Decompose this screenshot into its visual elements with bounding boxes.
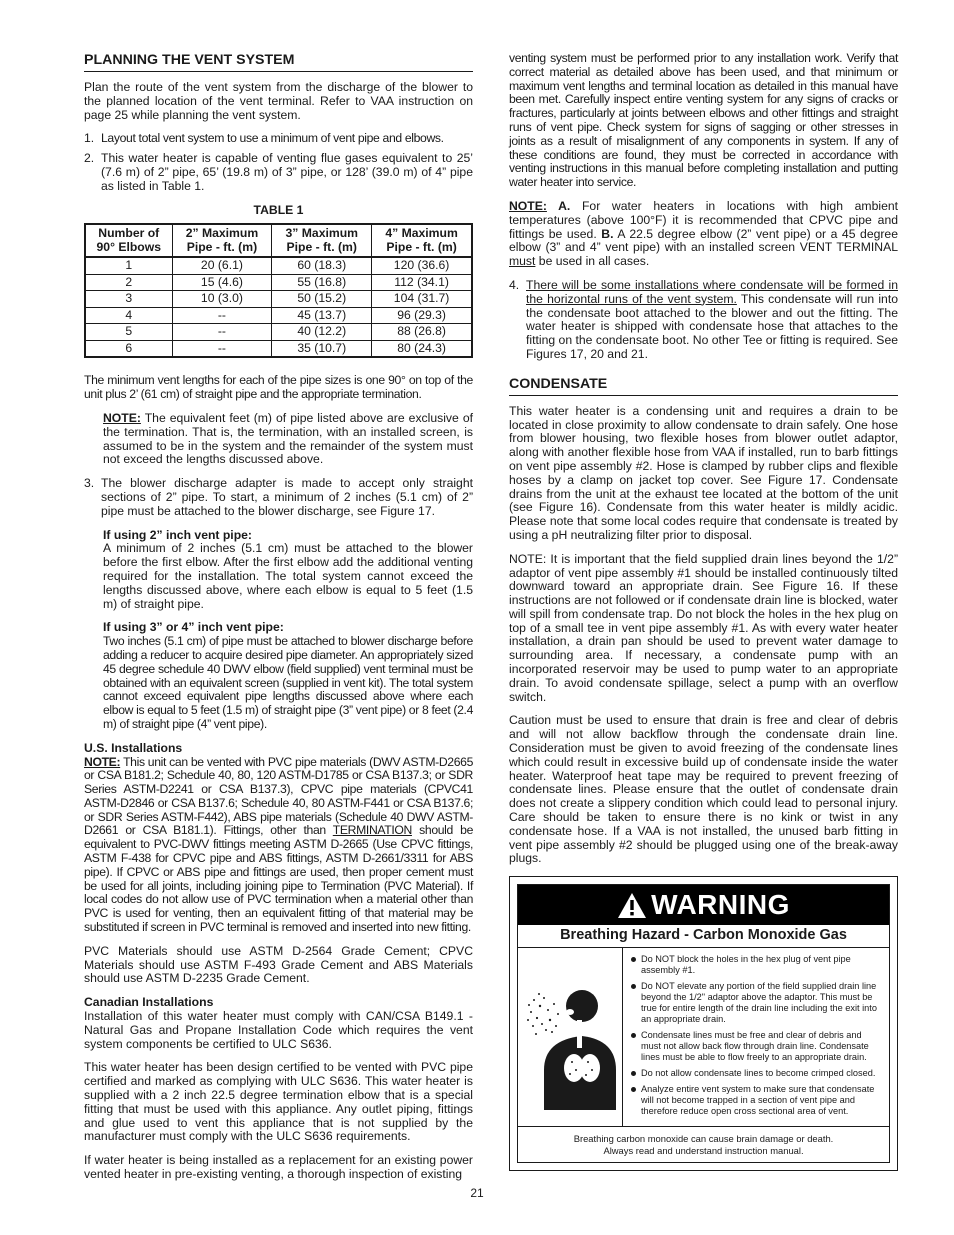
us-installations-text: NOTE: This unit can be vented with PVC pipe materials (DWV ASTM-D2665 or CSA B181.2; Schedule 40, 80, 120 ASTM-D1785 or CSA B137.3; or SDR Series ASTM-D2241 or CSA B137.3), CPVC pipe materials (CPVC41 ASTM-D2846 or CSA B137.6; Schedule 40, 80 ASTM-F441 or CSA B137.6; or SDR Series ASTM-F442), ABS pipe materials (Schedule 40 DWV ASTM-D2661 or CSA B181.1). Fittings, other than TERMINATION should be equivalent to PVC-DWV fittings meeting ASTM D-2665 (Use CPVC fittings, ASTM F-438 for CPVC pipe and ABS fittings, ASTM D-2661/3311 for ABS pipe). If CPVC or ABS pipe and fittings are used, then proper cement must be used for all joints, including joining pipe to Termination (PVC Material). If local codes do not allow use of PVC termination when a material other than PVC is used for venting, then an equivalent fitting of that material may be substituted if screen in PVC terminal is removed and inserted into new fitting. [84, 754, 474, 935]
condensate-p2: NOTE: It is important that the field supplied drain lines beyond the 1/2” adaptor of vent pipe assembly #1 should be installed continuously tilted downward toward an appropriate drain. See Figure 16. If these instructions are not followed or if condensate drain line is blocked, water will spill from condensate trap. Do not block the holes in the hex plug on top of a small tee in vent pipe assembly #1. As with every water heater installation, a drain pan should be used to prevent water damage to surrounding area. If necessary, a condensate pump with an incorporated reservoir may be used to pump water to an appropriate drain. To avoid condensate spillage, select a pump with an overflow switch. [509, 551, 898, 704]
warning-item: Do not allow condensate lines to become crimped closed. [629, 1068, 883, 1079]
table-row [85, 340, 472, 357]
table-cell: -- [172, 340, 272, 357]
warning-inner [517, 884, 890, 1163]
warning-footer [518, 1127, 889, 1162]
warning-body [518, 948, 889, 1127]
right-column [509, 52, 898, 1171]
heading-condensate: CONDENSATE [509, 376, 898, 396]
header-4in: 4” Maximum Pipe - ft. (m) [372, 224, 472, 257]
step-1: 1. Layout total vent system to use a minimum of vent pipe and elbows. [84, 131, 444, 146]
table-row [85, 291, 472, 308]
table-cell: 104 (31.7) [372, 291, 472, 308]
table-cell: 10 (3.0) [172, 291, 272, 308]
warning-figure [518, 948, 623, 1126]
table-cell: 4 [85, 307, 172, 324]
us-installations-heading: U.S. Installations [84, 740, 183, 755]
planning-steps-continued [84, 477, 473, 518]
warning-subtitle: Breathing Hazard - Carbon Monoxide Gas [518, 925, 889, 948]
min-vent-text: The minimum vent lengths for each of the pipe sizes is one 90° on top of the unit plus 2’ (61 cm) of straight pipe and the appropriate termination. [84, 373, 473, 402]
table-row [85, 257, 472, 274]
person-breathing-gas-icon [522, 960, 618, 1114]
if-2in-text: A minimum of 2 inches (5.1 cm) must be attached to the blower before the first elbow. After the first elbow add the additional venting required for the installation. The total system cannot exceed the lengths discussed above, where each elbow is equal to 5 feet (1.5 m) of straight pipe. [103, 541, 473, 611]
planning-steps-right [509, 279, 898, 362]
table-row [85, 324, 472, 341]
canadian-installations-text: Installation of this water heater must comply with CAN/CSA B149.1 - Natural Gas and Propane Installation Code which requires the vent system components be certified to ULC S636. [84, 1009, 473, 1051]
warning-triangle-icon [617, 892, 647, 919]
table-cell: 5 [85, 324, 172, 341]
table-cell: 40 (12.2) [272, 324, 372, 341]
warning-box [509, 876, 898, 1171]
pvc-cement-text: PVC Materials should use ASTM D-2564 Grade Cement; CPVC Materials should use ASTM F-493 Grade Cement and ABS Materials should use ASTM D-2235 Grade Cement. [84, 943, 473, 986]
table-cell: 88 (26.8) [372, 324, 472, 341]
planning-intro: Plan the route of the vent system from the discharge of the blower to the planned location of the vent terminal. Refer to VAA instruction on page 25 while planning the vent system. [84, 80, 473, 122]
warning-item: Do NOT elevate any portion of the field supplied drain line beyond the 1/2" adaptor above the adaptor. This must be true for entire length of the drain line including the exit into an appropriate drain. [629, 981, 883, 1025]
table-cell: 60 (18.3) [272, 257, 372, 274]
table-cell: 50 (15.2) [272, 291, 372, 308]
warning-item: Do NOT block the holes in the hex plug of vent pipe assembly #1. [629, 954, 883, 976]
condensate-p3: Caution must be used to ensure that drain is free and clear of debris and will not allow backflow through the condensate drain line. Consideration must be given to avoid freezing of the condensate lines which could result in excessive build up of condensate inside the water heater. Waterproof heat tape may be required to prevent freezing of condensate lines. Please ensure that the outlet of condensate drain does not create a slippery condition which could lead to personal injury. Care should be taken to ensure there is no kink or twist in any condensate hose. If a VAA is not installed, the unused barb fitting in vent pipe assembly #2 should be plugged using one of the break-away plugs. [509, 713, 898, 866]
left-column [84, 52, 473, 1192]
header-3in: 3” Maximum Pipe - ft. (m) [272, 224, 372, 257]
table-cell: 1 [85, 257, 172, 274]
table-cell: 2 [85, 274, 172, 291]
table-cell: 45 (13.7) [272, 307, 372, 324]
step-2: 2. This water heater is capable of venting flue gases equivalent to 25’ (7.6 m) of 2” pipe, 65’ (19.8 m) of 3” pipe, or 128’ (39.0 m) of 4” pipe as listed in Table 1. [84, 151, 473, 193]
venting-inspection-text: venting system must be performed prior to any installation work. Verify that correct material as detailed above has been used, and that minimum or maximum vent lengths and terminal location as detailed in this manual have been met. Carefully inspect entire venting system for any signs of cracks or fractures, particularly at joints between elbows and other fittings and straight runs of vent pipe. Check system for signs of sagging or other stresses in joints as a result of misalignment of any components in system. If any of these conditions are found, they must be corrected in accordance with venting instructions in this manual before completing installation and putting water heater into service. [509, 51, 898, 190]
table-cell: 96 (29.3) [372, 307, 472, 324]
planning-steps [84, 132, 473, 193]
canadian-cert-text: This water heater has been design certified to be vented with PVC pipe certified and marked as complying with ULC S636. This water heater is supplied with a 2 inch 22.5 degree termination elbow that is a special fitting that must be used with this appliance. Any outlet piping, fittings and glue used to vent this appliance that is not supplied by the manufacturer must comply with the ULC S636 requirements. [84, 1060, 473, 1144]
table-cell: 112 (34.1) [372, 274, 472, 291]
heading-planning-vent-system: PLANNING THE VENT SYSTEM [84, 52, 473, 72]
note-equivalent-feet: NOTE: The equivalent feet (m) of pipe listed above are exclusive of the termination. That is, the termination, with an installed screen, is assumed to be in the system and the remainder of the system must not exceed the lengths discussed above. [103, 410, 473, 467]
warning-footer-line1: Breathing carbon monoxide can cause brain damage or death. [573, 1133, 834, 1145]
table-header-row [85, 224, 472, 257]
table-cell: -- [172, 307, 272, 324]
table-cell: 6 [85, 340, 172, 357]
canadian-installations-heading: Canadian Installations [84, 995, 214, 1010]
warning-footer-line2: Always read and understand instruction manual. [603, 1144, 804, 1156]
table-cell: 55 (16.8) [272, 274, 372, 291]
table-cell: -- [172, 324, 272, 341]
warning-header [518, 885, 889, 925]
warning-item: Analyze entire vent system to make sure that condensate will not become trapped in a section of vent pipe and therefore reduce open cross sectional area of vent. [629, 1084, 883, 1117]
table-cell: 120 (36.6) [372, 257, 472, 274]
step-4: 4. There will be some installations where condensate will be formed in the horizontal runs of the vent system. This condensate will run into the condensate boot attached to the blower and out the fitting. The water heater is shipped with condensate hose that attaches to the fitting on the condensate boot. No other Tee or fitting is required. See Figures 17, 20 and 21. [509, 277, 898, 361]
table-1 [84, 223, 473, 358]
replacement-text: If water heater is being installed as a replacement for an existing power vented heater in pre-existing venting, a thorough inspection of existing [84, 1153, 473, 1182]
table-cell: 35 (10.7) [272, 340, 372, 357]
table-row [85, 274, 472, 291]
if-2in-heading: If using 2” inch vent pipe: [103, 527, 252, 542]
header-elbows: Number of 90° Elbows [85, 224, 172, 257]
condensate-p1: This water heater is a condensing unit and requires a drain to be located in close proximity to allow condensate to drain safely. One hose from blower housing, two flexible hoses from blower outlet adaptor, along with another flexible hose from VAA if installed, run to barb fittings on vent pipe assembly #2. Hose is clamped by rubber clips and flexible hoses by a clamp on jacket top cover. See Figure 17. Condensate drains from the unit at the exhaust tee located at the bottom of the unit (see Figure 16). Condensate from this water heater is mildly acidic. Please note that some local codes require that condensate is treated by using a pH neutralizing filter prior to disposal. [509, 403, 898, 542]
step-3: 3. The blower discharge adapter is made to accept only straight sections of 2” pipe. To start, a minimum of 2 inches (5.1 cm) of 2” pipe must be attached to the blower discharge, see Figure 17. [84, 476, 473, 518]
table-1-title: TABLE 1 [253, 202, 304, 217]
header-2in: 2” Maximum Pipe - ft. (m) [172, 224, 272, 257]
warning-list [623, 948, 889, 1126]
table-cell: 15 (4.6) [172, 274, 272, 291]
table-cell: 80 (24.3) [372, 340, 472, 357]
warning-item: Condensate lines must be free and clear of debris and must not allow back flow through drain line. Condensate lines must be able to flow freely to an appropriate drain. [629, 1030, 883, 1063]
note-cpvc: NOTE: A. For water heaters in locations with high ambient temperatures (above 100°F) it is recommended that CPVC pipe and fittings be used. B. A 22.5 degree elbow (2” vent pipe) or a 45 degree elbow (3” and 4” vent pipe) with an installed screen VENT TERMINAL must be used in all cases. [509, 198, 899, 269]
table-cell: 20 (6.1) [172, 257, 272, 274]
table-cell: 3 [85, 291, 172, 308]
warning-title: WARNING [651, 889, 790, 921]
page-number: 21 [470, 1186, 484, 1200]
if-2in-section [84, 529, 473, 732]
table-row [85, 307, 472, 324]
if-34in-heading: If using 3” or 4” inch vent pipe: [103, 620, 284, 635]
if-34in-text: Two inches (5.1 cm) of pipe must be attached to blower discharge before adding a reducer to acquire desired pipe diameter. An appropriately sized 45 degree schedule 40 DWV elbow (field supplied) vent terminal must be obtained with an equivalent screen (supplied in vent kit). The total system cannot exceed equivalent pipe lengths discussed above where each elbow is equal to 5 feet (1.5 m) of straight pipe (3” vent pipe) or 8 feet (2.4 m) of straight pipe (4” vent pipe). [103, 634, 474, 731]
